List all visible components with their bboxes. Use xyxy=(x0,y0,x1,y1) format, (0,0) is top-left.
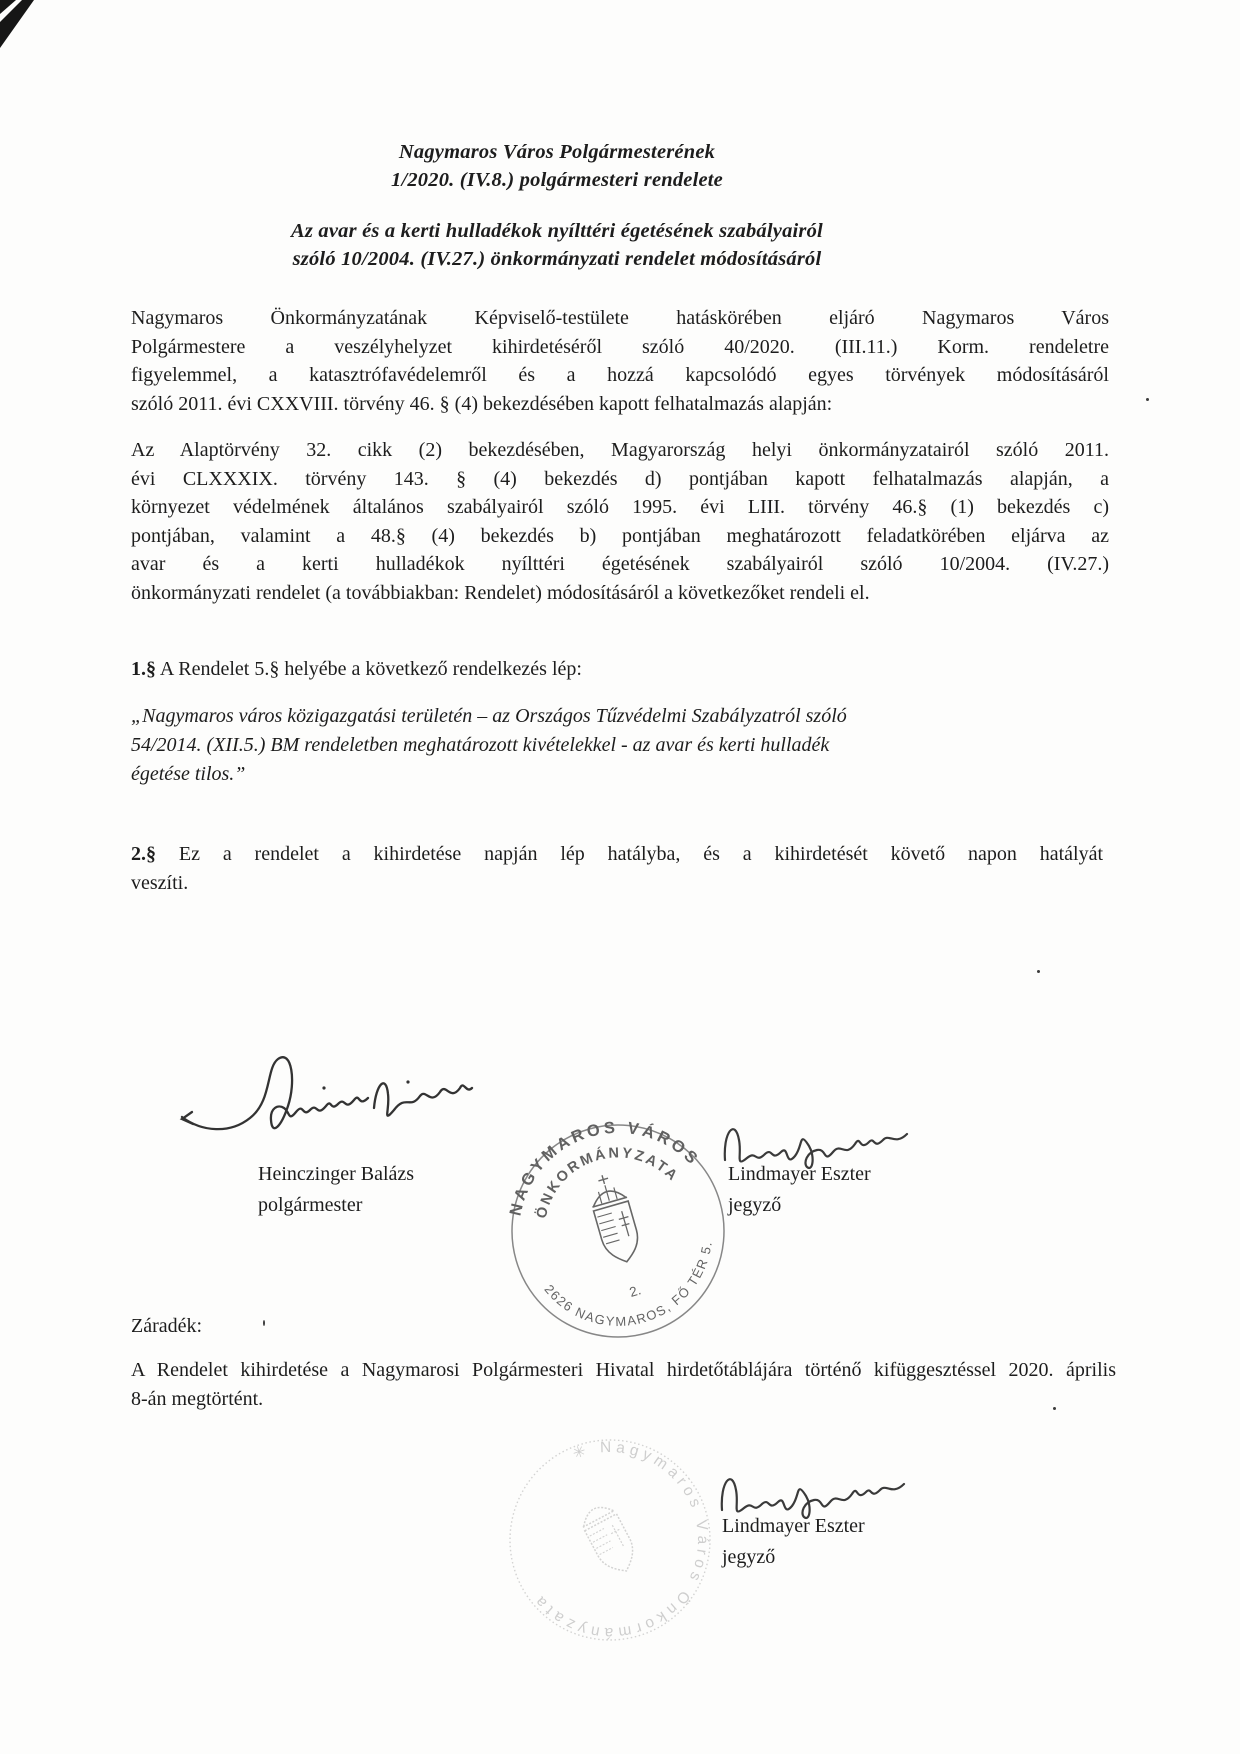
stamp-address-text: 2626 NAGYMAROS, FŐ TÉR 5. xyxy=(541,1239,715,1330)
stamp-number: 2. xyxy=(627,1282,643,1300)
faint-stamp xyxy=(498,1428,722,1652)
zaradek-text xyxy=(131,1356,1116,1413)
paragraph-line: Nagymaros Önkormányzatának Képviselő-testülete hatáskörében eljáró Nagymaros Város xyxy=(131,307,1109,329)
paragraph-line: Polgármestere a veszélyhelyzet kihirdetéséről szóló 40/2020. (III.11.) Korm. rendeletre xyxy=(131,335,1109,358)
section-2 xyxy=(131,840,1103,897)
section-2-line-1 xyxy=(131,840,1103,869)
preamble-paragraph-2 xyxy=(131,436,1109,607)
zaradek-line: 8-án megtörtént. xyxy=(131,1387,264,1410)
quote-line: 54/2014. (XII.5.) BM rendeletben meghatározott kivételekkel - az avar és kerti hulladék xyxy=(131,734,830,756)
zaradek-line: A Rendelet kihirdetése a Nagymarosi Polgármesteri Hivatal hirdetőtáblájára történő kifüggesztéssel 2020. április xyxy=(131,1359,1116,1381)
notary-role-bottom: jegyző xyxy=(722,1546,776,1568)
preamble-paragraph-1 xyxy=(131,304,1109,418)
mayor-name: Heinczinger Balázs xyxy=(258,1163,415,1185)
coat-of-arms-icon xyxy=(585,1170,644,1266)
section-2-text: Ez a rendelet a kihirdetése napján lép hatályba, és a kihirdetését követő napon hatályát xyxy=(156,843,1103,865)
quoted-provision xyxy=(131,702,1111,789)
quote-line: égetése tilos.” xyxy=(131,763,246,785)
stamp-ring-text-1: NAGYMAROS VÁROS xyxy=(506,1118,704,1218)
section-2-number: 2.§ xyxy=(131,843,156,865)
title-line-2: 1/2020. (IV.8.) polgármesteri rendelete xyxy=(391,169,723,191)
section-1-number: 1.§ xyxy=(131,658,156,680)
paragraph-line: szóló 2011. évi CXXVIII. törvény 46. § (4) bekezdésében kapott felhatalmazás alapján: xyxy=(131,392,833,415)
document-title xyxy=(0,138,1114,194)
paragraph-line: önkormányzati rendelet (a továbbiakban: Rendelet) módosításáról a következőket rendeli el. xyxy=(131,581,870,604)
mayor-role: polgármester xyxy=(258,1194,363,1216)
paragraph-line: Az Alaptörvény 32. cikk (2) bekezdésében, Magyarország helyi önkormányzatairól szóló 2011. xyxy=(131,439,1109,461)
notary-name-bottom: Lindmayer Eszter xyxy=(722,1515,865,1537)
notary-name: Lindmayer Eszter xyxy=(728,1163,871,1185)
section-2-line-2: veszíti. xyxy=(131,871,189,894)
zaradek-label: Záradék: xyxy=(131,1315,203,1337)
scan-speck xyxy=(1037,970,1040,973)
faint-stamp-ring-text: ✳ Nagymaros Város Önkormányzata xyxy=(529,1438,712,1642)
mayor-signature-scribble xyxy=(172,1048,478,1166)
subtitle-line-2: szóló 10/2004. (IV.27.) önkormányzati rendelet módosításáról xyxy=(292,248,822,270)
scan-speck xyxy=(1053,1407,1056,1410)
paragraph-line: pontjában, valamint a 48.§ (4) bekezdés b) pontjában meghatározott feladatkörében eljárva az xyxy=(131,524,1109,547)
faint-stamp-border xyxy=(498,1428,722,1652)
scan-corner-artifact xyxy=(0,0,52,60)
official-stamp xyxy=(502,1115,734,1347)
paragraph-line: figyelemmel, a katasztrófavédelemről és a hozzá kapcsolódó egyes törvények módosításáról xyxy=(131,364,1109,386)
faint-coat-of-arms-icon xyxy=(578,1501,643,1580)
stamp-ring-text-2: ÖNKORMÁNYZATA xyxy=(533,1145,682,1221)
paragraph-line: évi CLXXXIX. törvény 143. § (4) bekezdés d) pontjában kapott felhatalmazás alapján, a xyxy=(131,467,1109,490)
svg-text:✳ Nagymaros Város Önkormányzat xyxy=(498,1428,722,1652)
section-1 xyxy=(131,655,1109,684)
paragraph-line: avar és a kerti hulladékok nyílttéri égetésének szabályairól szóló 10/2004. (IV.27.) xyxy=(131,553,1109,575)
scan-speck xyxy=(1146,398,1149,401)
subtitle-line-1: Az avar és a kerti hulladékok nyílttéri égetésének szabályairól xyxy=(291,220,823,242)
title-line-1: Nagymaros Város Polgármesterének xyxy=(398,141,716,163)
scan-speck xyxy=(263,1320,265,1326)
quote-line: „Nagymaros város közigazgatási területén – az Országos Tűzvédelmi Szabályzatról szóló xyxy=(131,705,847,727)
document-subtitle xyxy=(0,217,1114,273)
paragraph-line: környezet védelmének általános szabályairól szóló 1995. évi LIII. törvény 46.§ (1) bekezdés c) xyxy=(131,496,1109,518)
notary-role: jegyző xyxy=(728,1194,782,1216)
section-1-text: A Rendelet 5.§ helyébe a következő rendelkezés lép: xyxy=(156,658,582,680)
